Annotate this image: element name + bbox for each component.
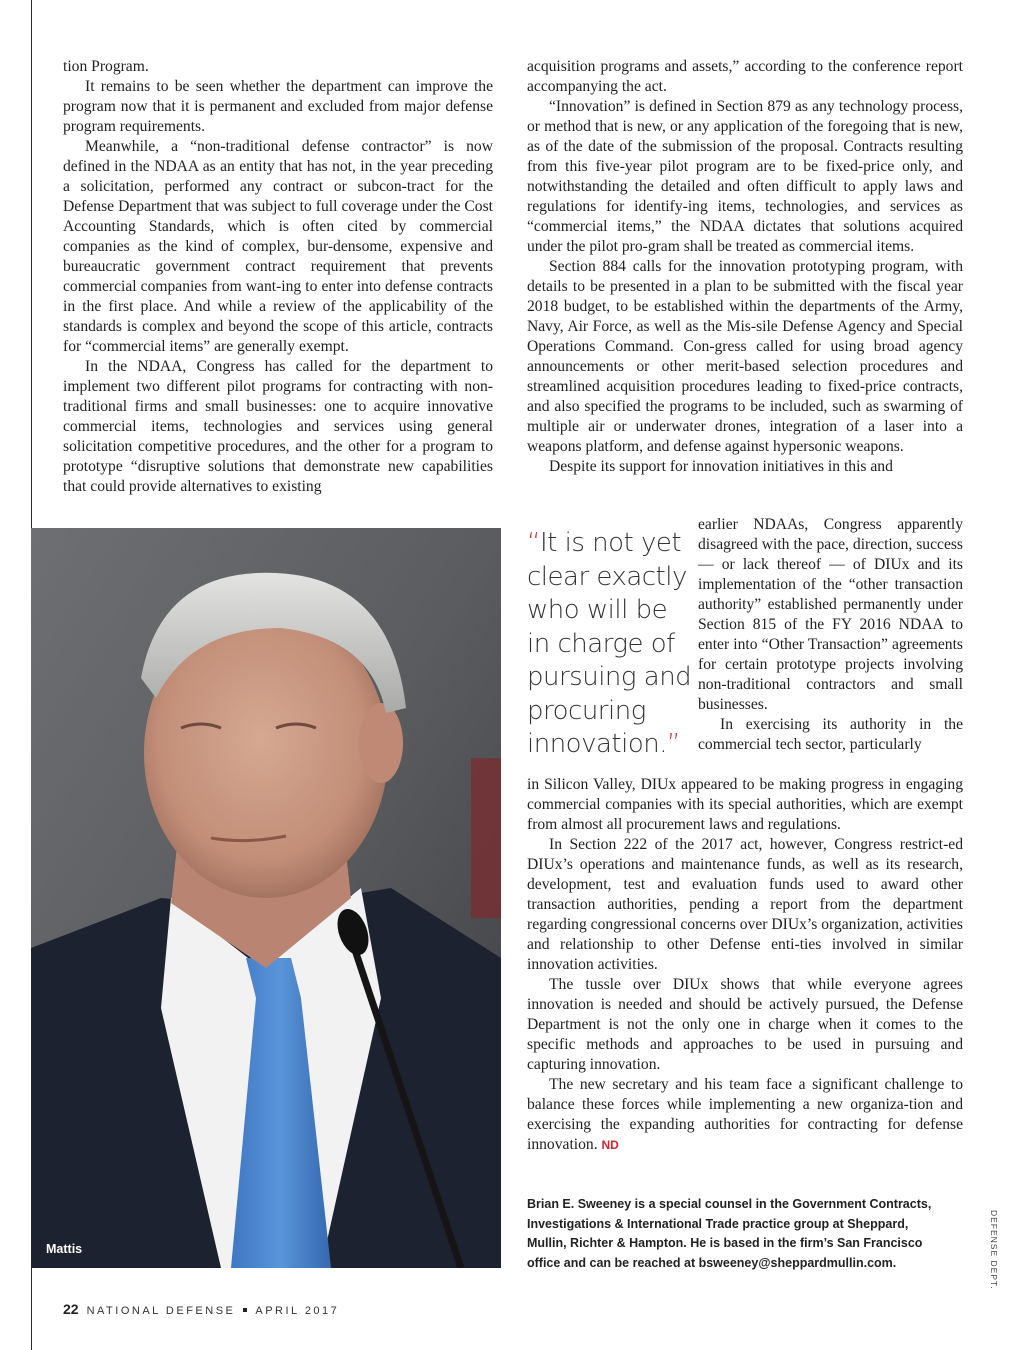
footer-separator xyxy=(243,1308,247,1312)
article-paragraph: Section 884 calls for the innovation prototyping program, with details to be presented in a plan to be submitted with the fiscal year 2018 budget, to be established within the departments of the Army, Navy, Air Force, as well as the Mis-sile Defense Agency and Special Operations Command. Con-gress called for using broad agency announcements or other merit-based selection procedures and streamlined acquisition procedures leading to fixed-price contracts, and also specified the programs to be included, such as swarming of multiple air or underwater drones, integration of a laser into a weapons platform, and defense against hypersonic weapons. xyxy=(527,258,963,455)
article-column-right-top xyxy=(527,57,963,477)
article-column-right-bottom xyxy=(527,775,963,1155)
article-paragraph: “Innovation” is defined in Section 879 as any technology process, or method that is new, or any application of the foregoing that is new, as of the date of the submission of the proposal. Contracts resulting from this five-year pilot program are to be fixed-price only, and notwithstanding the detailed and often difficult to apply laws and regulations for identify-ing items, technologies, and services as “commercial items,” the NDAA dictates that solutions acquired under the pilot pro-gram shall be treated as commercial items. xyxy=(527,98,963,255)
author-bio: Brian E. Sweeney is a special counsel in the Government Contracts, Investigations & International Trade practice group at Sheppard, Mullin, Richter & Hampton. He is based in the firm’s San Francisco office and can be reached at bsweeney@sheppardmullin.com. xyxy=(527,1197,932,1270)
pull-quote-close-mark: ” xyxy=(666,729,680,759)
photo-credit: DEFENSE DEPT. xyxy=(989,1210,999,1290)
article-column-left xyxy=(63,57,493,497)
article-paragraph: tion Program. xyxy=(63,58,149,75)
article-paragraph: In Section 222 of the 2017 act, however, Congress restrict-ed DIUx’s operations and maintenance funds, as well as its research, development, test and evaluation funds used to award other transaction authorities, pending a report from the department regarding congressional concerns over DIUx’s organization, activities and relationship to other Defense enti-ties involved in similar innovation activities. xyxy=(527,836,963,973)
article-paragraph: Meanwhile, a “non-traditional defense contractor” is now defined in the NDAA as an entity that has not, in the year preceding a solicitation, performed any contract or subcon-tract for the Defense Department that was subject to full coverage under the Cost Accounting Standards, which is often cited by commercial companies as the kind of complex, bur-densome, expensive and bureaucratic government contract requirement that prevents commercial companies from want-ing to enter into defense contracts in the first place. And while a review of the applicability of the standards is complex and beyond the scope of this article, contracts for “commercial items” are generally exempt. xyxy=(63,138,493,355)
portrait-photo xyxy=(31,528,501,1268)
page-number: 22 xyxy=(63,1301,79,1317)
article-last-paragraph: The new secretary and his team face a significant challenge to balance these forces while implementing a new organiza-tion and exercising the expanding authorities for contracting for defense innovation. ND xyxy=(527,1076,963,1153)
article-paragraph: in Silicon Valley, DIUx appeared to be making progress in engaging commercial companies with its special authorities, which are exempt from almost all procurement laws and regulations. xyxy=(527,776,963,833)
article-paragraph: Despite its support for innovation initiatives in this and xyxy=(549,458,893,475)
article-paragraph: In exercising its authority in the commercial tech sector, particularly xyxy=(698,716,963,753)
page-footer xyxy=(63,1301,339,1317)
pull-quote-text: It is not yet clear exactly who will be in charge of pursuing and procuring innovation. xyxy=(527,528,692,759)
pull-quote-open-mark: “ xyxy=(527,528,540,558)
pull-quote xyxy=(527,527,692,762)
article-paragraph: acquisition programs and assets,” according to the conference report accompanying the act. xyxy=(527,58,963,95)
end-mark: ND xyxy=(601,1138,619,1152)
photo-caption: Mattis xyxy=(46,1242,83,1256)
article-paragraph: It remains to be seen whether the department can improve the program now that it is permanent and excluded from major defense program requirements. xyxy=(63,78,493,135)
publication-name: NATIONAL DEFENSE xyxy=(86,1305,236,1317)
issue-date: APRIL 2017 xyxy=(255,1305,340,1317)
article-paragraph: In the NDAA, Congress has called for the department to implement two different pilot programs for contracting with non-traditional firms and small businesses: one to acquire innovative commercial items, technologies and services using general solicitation competitive procedures, and the other for a program to prototype “disruptive solutions that demonstrate new capabilities that could provide alternatives to existing xyxy=(63,358,493,495)
article-paragraph: The tussle over DIUx shows that while everyone agrees innovation is needed and should be actively pursued, the Defense Department is not the only one in charge when it comes to the specific methods and approaches to be used in pursuing and capturing innovation. xyxy=(527,976,963,1073)
article-column-right-wrap xyxy=(698,515,963,755)
article-paragraph: earlier NDAAs, Congress apparently disagreed with the pace, direction, success — or lack thereof — of DIUx and its implementation of the “other transaction authority” established permanently under Section 815 of the FY 2016 NDAA to enter into “Other Transaction” agreements for certain prototype projects involving non-traditional contractors and small businesses. xyxy=(698,516,963,713)
